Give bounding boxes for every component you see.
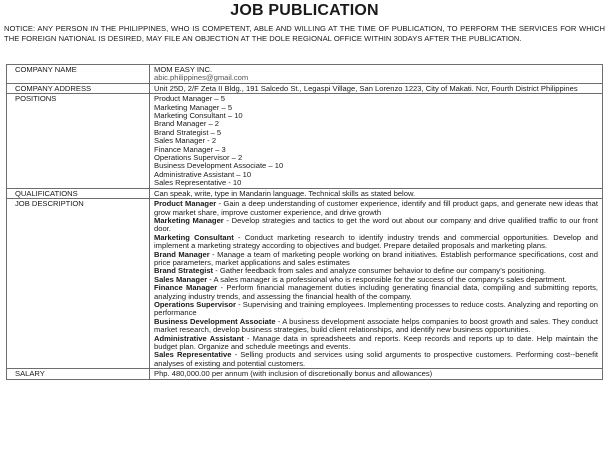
job-description-text: - Manage a team of marketing people working on brand initiatives. Establish performance specifications, cost and price parameters, market applications and sales estimates: [154, 249, 599, 267]
job-description-title: Brand Manager: [154, 249, 210, 259]
company-email-link[interactable]: abic.philippines@gmail.com: [154, 73, 249, 83]
job-description-text: - Gain a deep understanding of customer experience, identify and fill product gaps, and generate new ideas that grow market share, improve customer experience, and drive growth: [154, 199, 598, 217]
job-description-item: [154, 217, 598, 234]
company-name-label: COMPANY NAME: [7, 65, 150, 84]
qualifications-row: [7, 188, 603, 198]
company-name-cell: [150, 65, 603, 84]
job-description-title: Operations Supervisor: [154, 299, 236, 309]
positions-row: [7, 94, 603, 188]
job-description-text: - Manage data in spreadsheets and reports. Keep records and reports up to date. Help maintain the budget plan. Organize and schedule meetings and events.: [154, 333, 598, 351]
company-name-row: [7, 65, 603, 84]
job-description-item: [154, 200, 598, 217]
position-item: Operations Supervisor – 2: [154, 153, 243, 163]
position-item: Marketing Consultant – 10: [154, 111, 243, 121]
company-address-value: Unit 25D, 2/F Zeta II Bldg., 191 Salcedo St., Legaspi Village, San Lorenzo 1223, City of Makati. Ncr, Fourth District Philippines: [150, 83, 603, 93]
company-address-row: [7, 83, 603, 93]
job-description-item: [154, 301, 598, 318]
notice-paragraph: NOTICE: ANY PERSON IN THE PHILIPPINES, WHO IS COMPETENT, ABLE AND WILLING AT THE TIME OF PUBLICATION, TO PERFORM THE SERVICES FOR WHICH THE FOREIGN NATIONAL IS DESIRED, MAY FILE AN OBJECTION AT THE DOLE REGIONAL OFFICE WITHIN 30DAYS AFTER THE PUBLICATION.: [4, 24, 605, 43]
position-item: Administrative Assistant – 10: [154, 169, 252, 179]
job-description-title: Product Manager: [154, 199, 217, 209]
company-address-label: COMPANY ADDRESS: [7, 83, 150, 93]
job-description-item: [154, 351, 598, 368]
salary-value: Php. 480,000.00 per annum (with inclusion of discretionally bonus and allowances): [150, 369, 603, 379]
job-description-text: - Supervising and training employees. Implementing processes to reduce costs. Analyzing and reporting on performance: [154, 299, 598, 318]
job-details-table: [6, 64, 603, 380]
job-description-label: JOB DESCRIPTION: [7, 199, 150, 369]
job-description-text: - Conduct marketing research to identify industry trends and commercial opportunities. Develop and implement a marketing strategy according to objectives and budget. Prepare detailed proposals and marketing plans.: [154, 232, 598, 251]
job-description-cell: [150, 199, 603, 369]
position-item: Marketing Manager – 5: [154, 102, 233, 112]
job-description-text: - A sales manager is a professional who is responsible for the success of the company’s sales department.: [207, 274, 567, 284]
position-item: Brand Strategist – 5: [154, 127, 222, 137]
position-item: Product Manager – 5: [154, 94, 225, 104]
page-title: JOB PUBLICATION: [230, 2, 379, 19]
job-description-item: [154, 318, 598, 335]
job-description-title: Marketing Manager: [154, 215, 224, 225]
job-description-title: Sales Representative: [154, 350, 232, 360]
job-description-title: Marketing Consultant: [154, 232, 234, 242]
company-name-value: MOM EASY INC.: [154, 65, 213, 74]
salary-label: SALARY: [7, 369, 150, 379]
qualifications-value: Can speak, write, type in Mandarin language. Technical skills as stated below.: [150, 188, 603, 198]
position-item: Sales Manager - 2: [154, 136, 217, 146]
salary-row: [7, 369, 603, 379]
job-description-text: - Gather feedback from sales and analyze consumer behavior to define our company’s positioning.: [213, 266, 546, 276]
position-item: Brand Manager – 2: [154, 119, 220, 129]
position-item: Finance Manager – 3: [154, 144, 226, 154]
position-item: Sales Representative - 10: [154, 178, 242, 188]
job-description-text: - Selling products and services using solid arguments to prospective customers. Performing cost--benefit analyses of existing and potential customers.: [154, 350, 598, 368]
job-description-title: Sales Manager: [154, 274, 208, 284]
job-description-text: - A business development associate helps companies to boost growth and sales. They conduct market research, develop business strategies, build client relationships, and identify new business opportunities.: [154, 316, 598, 335]
positions-label: POSITIONS: [7, 94, 150, 188]
position-item: Business Development Associate – 10: [154, 161, 284, 171]
job-description-title: Finance Manager: [154, 283, 218, 293]
job-description-title: Business Development Associate: [154, 316, 276, 326]
positions-cell: [150, 94, 603, 188]
qualifications-label: QUALIFICATIONS: [7, 188, 150, 198]
job-description-title: Administrative Assistant: [154, 333, 244, 343]
job-description-item: [154, 234, 598, 251]
job-description-item: [154, 284, 598, 301]
job-description-text: - Perform financial management duties including generating financial data, compiling and submitting reports, analyzing industry trends, and assessing the financial health of the company.: [154, 283, 598, 301]
job-description-text: - Develop strategies and tactics to get the word out about our company and drive qualified traffic to our front door.: [154, 215, 598, 234]
job-description-item: [154, 335, 598, 352]
job-description-item: [154, 251, 598, 268]
job-description-row: [7, 199, 603, 369]
job-description-title: Brand Strategist: [154, 266, 214, 276]
